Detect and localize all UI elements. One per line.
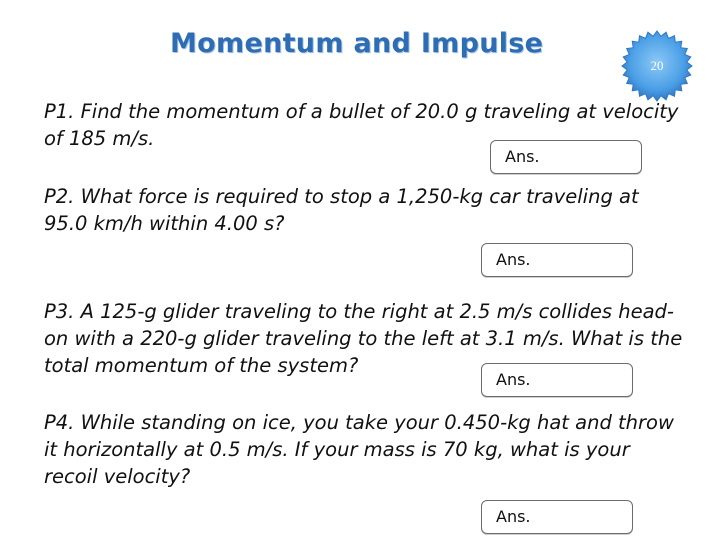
problem-1-text: P1. Find the momentum of a bullet of 20.0 g traveling at velocity of 185 m/s. bbox=[44, 100, 679, 150]
answer-box-1[interactable]: Ans. bbox=[490, 140, 642, 174]
slide-number-badge bbox=[621, 30, 693, 102]
problem-4-text: P4. While standing on ice, you take your 0.450-kg hat and throw it horizontally at 0.5 m/s. If your mass is 70 kg, what is your recoil velocity? bbox=[44, 411, 674, 488]
problem-3-text: P3. A 125-g glider traveling to the right at 2.5 m/s collides head-on with a 220-g glider traveling to the left at 3.1 m/s. What is the total momentum of the system? bbox=[44, 300, 683, 377]
slide-number: 20 bbox=[650, 58, 664, 73]
problem-2-text: P2. What force is required to stop a 1,250-kg car traveling at 95.0 km/h within 4.00 s? bbox=[44, 185, 639, 235]
slide-title: Momentum and Impulse bbox=[170, 28, 544, 59]
answer-box-3[interactable]: Ans. bbox=[481, 363, 633, 397]
answer-box-2[interactable]: Ans. bbox=[481, 243, 633, 277]
answer-box-4[interactable]: Ans. bbox=[481, 500, 633, 534]
